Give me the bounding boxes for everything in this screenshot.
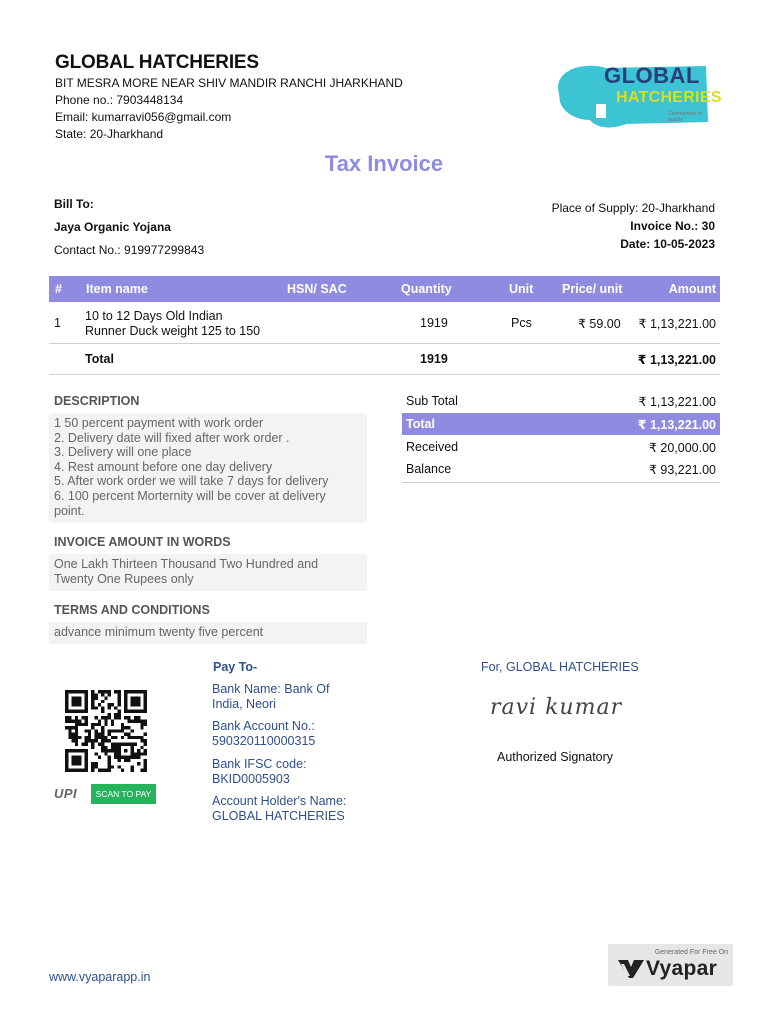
company-logo (556, 60, 722, 130)
terms-text: advance minimum twenty five percent (54, 625, 264, 639)
table-row (49, 304, 720, 344)
description-heading: DESCRIPTION (54, 394, 140, 408)
col-unit: Unit (509, 282, 534, 296)
summary-total-value: ₹ 1,13,221.00 (637, 418, 716, 432)
col-hsn: HSN/ SAC (287, 282, 347, 296)
description-line: 6. 100 percent Morternity will be cover at delivery (54, 488, 326, 503)
scan-to-pay-label: SCAN TO PAY (91, 784, 156, 804)
bill-to-contact: Contact No.: 919977299843 (54, 243, 205, 257)
total-label: Total (85, 352, 114, 366)
pay-to-label: Pay To- (213, 660, 258, 674)
received-value: ₹ 20,000.00 (648, 441, 716, 455)
generated-by-label: Generated For Free On (654, 949, 728, 956)
logo-text-global: GLOBAL (604, 63, 700, 88)
received-label: Received (406, 440, 459, 454)
vyapar-logo-icon (618, 958, 644, 980)
summary-divider (402, 482, 720, 483)
footer-link[interactable]: www.vyaparapp.in (49, 970, 151, 984)
summary-total-label: Total (406, 417, 435, 431)
balance-label: Balance (406, 462, 452, 476)
amount-words-line1: One Lakh Thirteen Thousand Two Hundred and (54, 557, 319, 571)
invoice-date: Date: 10-05-2023 (620, 237, 715, 251)
col-quantity: Quantity (401, 282, 452, 296)
subtotal-label: Sub Total (406, 394, 458, 408)
items-table-header (49, 276, 720, 302)
bank-account-number: 590320110000315 (212, 733, 316, 748)
row-item-name-line1: 10 to 12 Days Old Indian (85, 309, 223, 323)
invoice-number: Invoice No.: 30 (630, 219, 715, 233)
account-holder-label: Account Holder's Name: (212, 794, 347, 808)
vyapar-badge (608, 944, 733, 986)
bank-account-label: Bank Account No.: (212, 719, 315, 733)
bill-to-label: Bill To: (54, 197, 94, 211)
subtotal-value: ₹ 1,13,221.00 (638, 395, 716, 409)
bank-account (212, 719, 372, 748)
summary-balance-row (402, 458, 720, 480)
description-line: 2. Delivery date will fixed after work order . (54, 430, 290, 445)
description-line: 3. Delivery will one place (54, 445, 192, 460)
vyapar-wordmark: Vyapar (646, 957, 718, 980)
bank-ifsc (212, 757, 372, 786)
logo-text-hatcheries: HATCHERIES (616, 89, 722, 106)
description-line: point. (54, 503, 85, 518)
company-email: Email: kumarravi056@gmail.com (55, 110, 232, 124)
account-holder-name: GLOBAL HATCHERIES (212, 808, 345, 823)
summary-received-row (402, 436, 720, 458)
amount-words-heading: INVOICE AMOUNT IN WORDS (54, 535, 231, 549)
place-of-supply: Place of Supply: 20-Jharkhand (551, 201, 715, 215)
bill-to-name: Jaya Organic Yojana (54, 220, 171, 234)
upi-badge (54, 784, 156, 804)
row-index: 1 (54, 316, 61, 330)
upi-icon: UPI (54, 786, 78, 801)
signature: ravi kumar (490, 695, 623, 720)
authorized-signatory: Authorized Signatory (497, 750, 614, 764)
col-item-name: Item name (86, 282, 148, 296)
terms-box (49, 622, 367, 644)
balance-value: ₹ 93,221.00 (648, 463, 716, 477)
col-price: Price/ unit (562, 282, 623, 296)
row-quantity: 1919 (420, 316, 448, 330)
total-amount: ₹ 1,13,221.00 (637, 353, 716, 367)
summary-total-row (402, 413, 720, 435)
description-box (49, 413, 367, 523)
account-holder (212, 794, 372, 823)
company-address: BIT MESRA MORE NEAR SHIV MANDIR RANCHI JHARKHAND (55, 76, 403, 90)
company-state: State: 20-Jharkhand (55, 127, 164, 141)
company-name: GLOBAL HATCHERIES (55, 52, 259, 73)
summary-subtotal-row (402, 390, 720, 412)
row-amount: ₹ 1,13,221.00 (638, 317, 716, 331)
row-price: ₹ 59.00 (578, 317, 621, 331)
total-quantity: 1919 (420, 352, 448, 366)
bank-name-line2: India, Neori (212, 696, 276, 711)
logo-tagline: Commitment to quality (668, 111, 702, 123)
description-line: 4. Rest amount before one day delivery (54, 459, 273, 474)
bank-name (212, 682, 372, 711)
items-total-row (49, 345, 720, 375)
qr-code-icon[interactable] (62, 690, 150, 772)
row-unit: Pcs (511, 316, 532, 330)
bank-ifsc-code: BKID0005903 (212, 771, 290, 786)
bank-ifsc-label: Bank IFSC code: (212, 757, 307, 771)
document-title: Tax Invoice (324, 151, 444, 176)
for-company: For, GLOBAL HATCHERIES (481, 660, 639, 674)
bank-name-line1: Bank Name: Bank Of (212, 682, 330, 696)
row-item-name-line2: Runner Duck weight 125 to 150 (85, 324, 261, 338)
amount-words-line2: Twenty One Rupees only (54, 571, 194, 586)
company-phone: Phone no.: 7903448134 (55, 93, 184, 107)
terms-heading: TERMS AND CONDITIONS (54, 603, 210, 617)
amount-words-box (49, 554, 367, 591)
col-amount: Amount (668, 282, 716, 296)
col-index: # (55, 282, 62, 296)
description-line: 1 50 percent payment with work order (54, 416, 264, 430)
description-line: 5. After work order we will take 7 days for delivery (54, 474, 329, 489)
